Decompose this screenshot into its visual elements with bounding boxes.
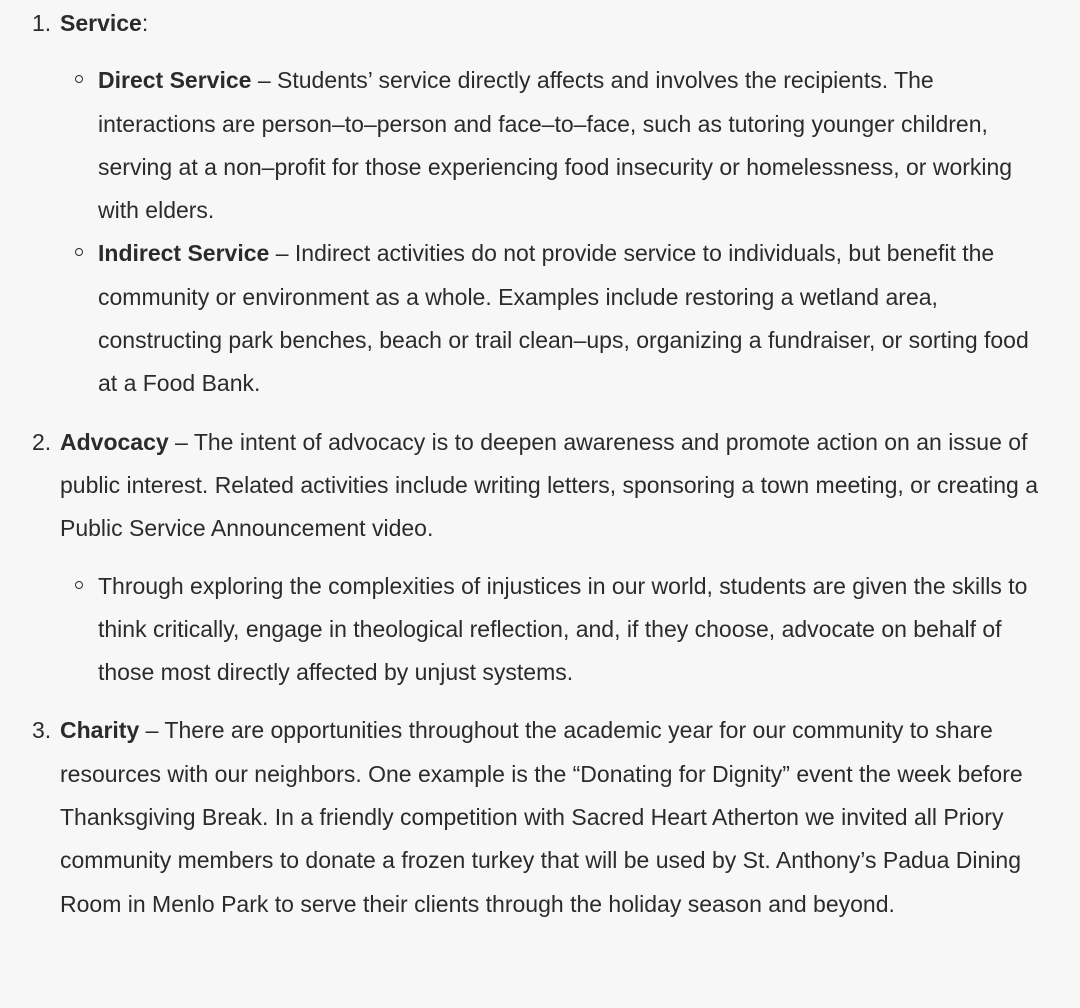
- list-text: – There are opportunities throughout the academic year for our community to share resources with our neighbors. One example is the “Donating for Dignity” event the week before Thanksgiving Break. In a friendly competition with Sacred Heart Atherton we invited all Priory community members to donate a frozen turkey that will be used by St. Anthony’s Padua Dining Room in Menlo Park to serve their clients through the holiday season and beyond.: [60, 717, 1023, 917]
- list-separator: :: [141, 10, 149, 36]
- list-term: Service: [60, 10, 142, 36]
- sub-list: [60, 565, 1040, 695]
- sub-item-text: – Students’ service directly affects and involves the recipients. The interactions are person–to–person and face–to–face, such as tutoring younger children, serving at a non–profit for those experiencing food insecurity or homelessness, or working with elders.: [98, 67, 1013, 224]
- list-number: 1.: [32, 10, 52, 36]
- hollow-circle-bullet-icon: [75, 75, 83, 83]
- sub-item-indirect-service: [60, 232, 1040, 405]
- sub-item-direct-service: [60, 59, 1040, 232]
- list-text: – The intent of advocacy is to deepen awareness and promote action on an issue of public interest. Related activities include writing letters, sponsoring a town meeting, or creating a Public Service Announcement video.: [60, 428, 1038, 542]
- sub-item-text: Through exploring the complexities of injustices in our world, students are given the skills to think critically, engage in theological reflection, and, if they choose, advocate on behalf of those most directly affected by unjust systems.: [98, 572, 1028, 686]
- hollow-circle-bullet-icon: [75, 248, 83, 256]
- ordered-list: [32, 2, 1040, 926]
- list-item-advocacy: [32, 421, 1040, 695]
- sub-item-term: Indirect Service: [98, 240, 270, 267]
- document-page: [0, 2, 1080, 1008]
- list-term: Advocacy: [60, 428, 169, 455]
- sub-item-advocacy-detail: [60, 565, 1040, 695]
- hollow-circle-bullet-icon: [75, 581, 83, 589]
- list-item-service: [32, 2, 1040, 406]
- list-number: 2.: [32, 428, 52, 455]
- list-item-charity: [32, 709, 1040, 925]
- sub-item-text: – Indirect activities do not provide service to individuals, but benefit the community or environment as a whole. Examples include restoring a wetland area, constructing park benches, beach or trail clean–ups, organizing a fundraiser, or sorting food at a Food Bank.: [98, 240, 1029, 397]
- list-term: Charity: [60, 717, 140, 744]
- sub-item-term: Direct Service: [98, 67, 252, 94]
- sub-list: [60, 59, 1040, 405]
- list-number: 3.: [32, 717, 52, 744]
